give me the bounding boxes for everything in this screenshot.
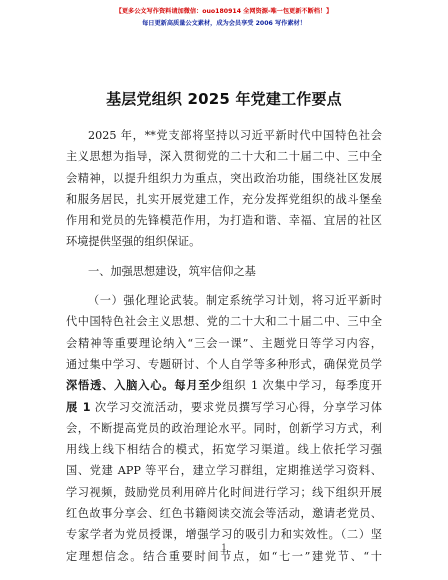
text-line: 主义思想为指导，深入贯彻党的二十大和二十届二中、三中全	[66, 150, 382, 164]
text-line: 会，不断提高党员的政治理论水平。同时，创新学习方式，利	[66, 421, 382, 435]
text-line: 红色故事分享会、红色书籍阅读交流会等活动，邀请老党员、	[66, 507, 382, 521]
text-line: 通过集中学习、专题研讨、个人自学等多种形式，确保党员学	[66, 357, 382, 371]
document-title: 基层党组织 2025 年党建工作要点	[106, 90, 342, 108]
section-heading: 一、加强思想建设，筑牢信仰之基	[88, 264, 256, 278]
section-paragraph	[66, 290, 382, 567]
text-span: 次学习交流活动，要求党员撰写学习心得，分享学习体	[90, 400, 382, 414]
text-span: 组织 1 次集中学习，每季度开	[222, 379, 382, 393]
text-line	[66, 375, 382, 396]
text-line: 国、党建 APP 等平台，建立学习群组，定期推送学习资料、	[66, 464, 382, 478]
bold-phrase: 展 1	[66, 400, 91, 414]
text-line: 环境提供坚强的组织保证。	[66, 235, 201, 249]
text-line: 专家学者为党员授课，增强学习的吸引力和实效性。（二）坚	[66, 528, 382, 542]
text-line: 作用和党员的先锋模范作用，为打造和谐、幸福、宜居的社区	[66, 214, 382, 228]
page-number: 1	[221, 543, 227, 552]
promo-banner	[0, 6, 448, 30]
text-line: 会精神等重要理论纳入“三会一课”、主题党日等学习内容，	[66, 336, 382, 350]
text-line: 2025 年，**党支部将坚持以习近平新时代中国特色社会	[88, 129, 382, 142]
text-line: 用线上线下相结合的模式，拓宽学习渠道。线上依托学习强	[66, 443, 382, 457]
bold-phrase: 深悟透、入脑入心。每月至少	[66, 379, 223, 393]
document-body	[66, 125, 382, 567]
text-line: 学习视频，鼓励党员利用碎片化时间进行学习；线下组织开展	[66, 485, 382, 499]
text-line	[66, 397, 382, 418]
text-line: 代中国特色社会主义思想、党的二十大和二十届二中、三中全	[66, 315, 382, 329]
promo-line-1: 【更多公文写作资料请加微信：ouo180914 全网资源-唯一包更新不断档！】	[115, 8, 333, 15]
text-line: 会精神，以提升组织力为重点，突出政治功能，围绕社区发展	[66, 171, 382, 185]
text-line: 和服务居民，扎实开展党建工作，充分发挥党组织的战斗堡垒	[66, 192, 382, 206]
promo-line-2: 每日更新高质量公文素材，成为会员享受 2006 写作素材！	[142, 20, 306, 27]
text-line: （一）强化理论武装。制定系统学习计划，将习近平新时	[88, 294, 382, 308]
text-line: 定理想信念。结合重要时间节点，如“七一”建党节、“十	[66, 549, 382, 563]
intro-paragraph	[66, 125, 382, 253]
